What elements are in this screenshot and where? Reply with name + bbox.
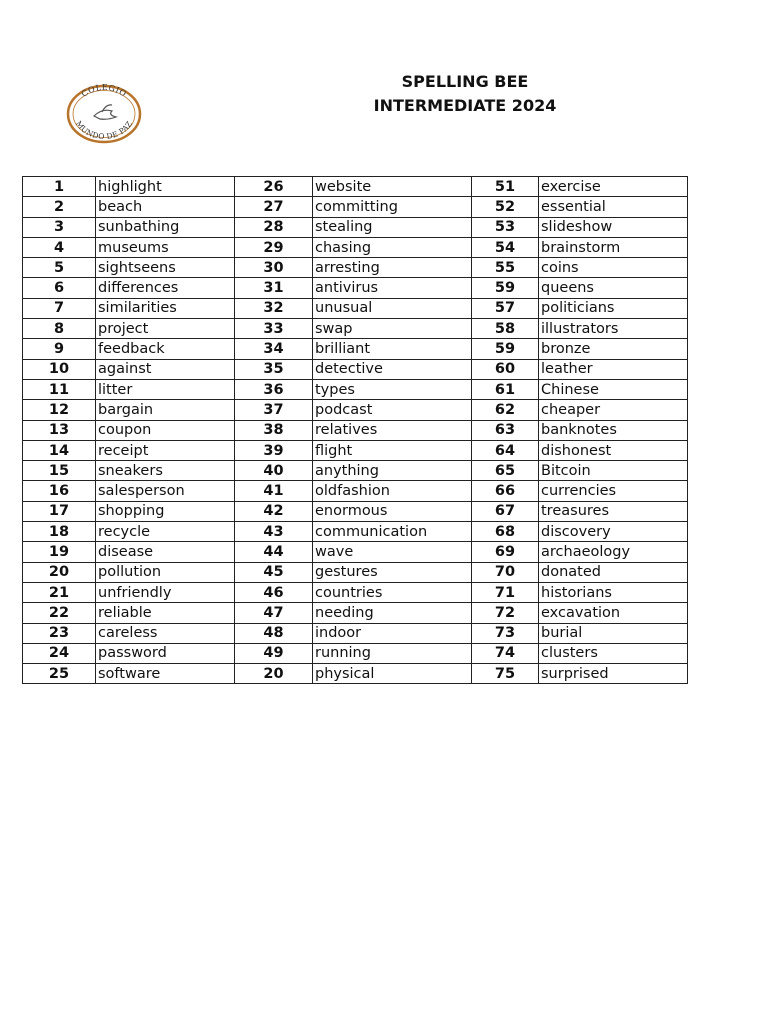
spelling-word: Bitcoin [539, 461, 688, 481]
spelling-word: sightseens [96, 258, 235, 278]
table-row [23, 339, 688, 359]
spelling-word: communication [313, 522, 472, 542]
spelling-word: salesperson [96, 481, 235, 501]
table-row [23, 664, 688, 684]
word-number: 28 [235, 217, 313, 237]
word-number: 54 [472, 237, 539, 257]
spelling-word: litter [96, 379, 235, 399]
spelling-word: unfriendly [96, 582, 235, 602]
table-row [23, 258, 688, 278]
spelling-word: needing [313, 603, 472, 623]
spelling-word: treasures [539, 501, 688, 521]
spelling-word: podcast [313, 400, 472, 420]
table-row [23, 217, 688, 237]
word-number: 53 [472, 217, 539, 237]
word-number: 20 [23, 562, 96, 582]
spelling-word: brainstorm [539, 237, 688, 257]
word-number: 24 [23, 643, 96, 663]
word-number: 67 [472, 501, 539, 521]
spelling-word: similarities [96, 298, 235, 318]
spelling-word: exercise [539, 177, 688, 197]
spelling-word: recycle [96, 522, 235, 542]
spelling-word: project [96, 319, 235, 339]
table-row [23, 542, 688, 562]
spelling-word: queens [539, 278, 688, 298]
spelling-word: politicians [539, 298, 688, 318]
table-row [23, 643, 688, 663]
word-list-table [22, 176, 688, 684]
word-number: 55 [472, 258, 539, 278]
word-number: 31 [235, 278, 313, 298]
spelling-word: disease [96, 542, 235, 562]
word-number: 59 [472, 339, 539, 359]
table-row [23, 522, 688, 542]
title-line-1: SPELLING BEE [401, 72, 529, 91]
word-number: 52 [472, 197, 539, 217]
spelling-word: software [96, 664, 235, 684]
word-number: 68 [472, 522, 539, 542]
word-number: 44 [235, 542, 313, 562]
word-number: 41 [235, 481, 313, 501]
word-number: 61 [472, 379, 539, 399]
spelling-word: relatives [313, 420, 472, 440]
spelling-word: banknotes [539, 420, 688, 440]
spelling-word: chasing [313, 237, 472, 257]
spelling-word: highlight [96, 177, 235, 197]
word-number: 10 [23, 359, 96, 379]
word-number: 7 [23, 298, 96, 318]
word-number: 36 [235, 379, 313, 399]
spelling-word: bargain [96, 400, 235, 420]
word-number: 65 [472, 461, 539, 481]
word-number: 72 [472, 603, 539, 623]
word-number: 39 [235, 440, 313, 460]
spelling-word: discovery [539, 522, 688, 542]
word-number: 64 [472, 440, 539, 460]
word-number: 12 [23, 400, 96, 420]
spelling-word: brilliant [313, 339, 472, 359]
spelling-word: committing [313, 197, 472, 217]
word-number: 32 [235, 298, 313, 318]
spelling-word: Chinese [539, 379, 688, 399]
spelling-word: swap [313, 319, 472, 339]
table-row [23, 420, 688, 440]
spelling-word: dishonest [539, 440, 688, 460]
word-number: 57 [472, 298, 539, 318]
table-row [23, 623, 688, 643]
word-number: 71 [472, 582, 539, 602]
table-row [23, 603, 688, 623]
school-logo [66, 84, 142, 144]
table-row [23, 298, 688, 318]
table-row [23, 278, 688, 298]
spelling-word: flight [313, 440, 472, 460]
spelling-word: pollution [96, 562, 235, 582]
word-number: 46 [235, 582, 313, 602]
spelling-word: against [96, 359, 235, 379]
spelling-word: stealing [313, 217, 472, 237]
word-number: 2 [23, 197, 96, 217]
table-row [23, 237, 688, 257]
spelling-word: arresting [313, 258, 472, 278]
spelling-word: historians [539, 582, 688, 602]
word-number: 19 [23, 542, 96, 562]
word-number: 1 [23, 177, 96, 197]
spelling-word: slideshow [539, 217, 688, 237]
table-row [23, 359, 688, 379]
word-number: 22 [23, 603, 96, 623]
table-row [23, 379, 688, 399]
spelling-word: oldfashion [313, 481, 472, 501]
page-title [330, 70, 600, 118]
spelling-word: receipt [96, 440, 235, 460]
word-number: 45 [235, 562, 313, 582]
word-number: 63 [472, 420, 539, 440]
word-number: 73 [472, 623, 539, 643]
word-number: 37 [235, 400, 313, 420]
word-number: 13 [23, 420, 96, 440]
word-number: 69 [472, 542, 539, 562]
word-number: 62 [472, 400, 539, 420]
spelling-word: anything [313, 461, 472, 481]
spelling-word: bronze [539, 339, 688, 359]
spelling-word: essential [539, 197, 688, 217]
spelling-word: enormous [313, 501, 472, 521]
word-number: 5 [23, 258, 96, 278]
word-number: 70 [472, 562, 539, 582]
spelling-word: website [313, 177, 472, 197]
word-number: 74 [472, 643, 539, 663]
table-row [23, 461, 688, 481]
word-number: 33 [235, 319, 313, 339]
spelling-word: detective [313, 359, 472, 379]
word-number: 29 [235, 237, 313, 257]
table-row [23, 177, 688, 197]
word-number: 66 [472, 481, 539, 501]
word-number: 35 [235, 359, 313, 379]
word-number: 58 [472, 319, 539, 339]
spelling-word: currencies [539, 481, 688, 501]
word-number: 59 [472, 278, 539, 298]
spelling-word: types [313, 379, 472, 399]
logo-text-bottom: MUNDO DE PAZ [73, 119, 134, 142]
word-number: 6 [23, 278, 96, 298]
spelling-word: antivirus [313, 278, 472, 298]
table-row [23, 319, 688, 339]
word-number: 34 [235, 339, 313, 359]
spelling-word: wave [313, 542, 472, 562]
spelling-word: shopping [96, 501, 235, 521]
word-number: 26 [235, 177, 313, 197]
word-number: 49 [235, 643, 313, 663]
spelling-word: illustrators [539, 319, 688, 339]
spelling-word: beach [96, 197, 235, 217]
spelling-word: gestures [313, 562, 472, 582]
word-number: 27 [235, 197, 313, 217]
title-line-2: INTERMEDIATE 2024 [373, 96, 557, 115]
word-number: 23 [23, 623, 96, 643]
spelling-word: careless [96, 623, 235, 643]
spelling-word: cheaper [539, 400, 688, 420]
word-number: 51 [472, 177, 539, 197]
spelling-word: unusual [313, 298, 472, 318]
word-number: 4 [23, 237, 96, 257]
word-number: 25 [23, 664, 96, 684]
word-number: 21 [23, 582, 96, 602]
spelling-word: archaeology [539, 542, 688, 562]
spelling-word: surprised [539, 664, 688, 684]
word-number: 60 [472, 359, 539, 379]
word-number: 42 [235, 501, 313, 521]
table-row [23, 197, 688, 217]
table-row [23, 582, 688, 602]
spelling-word: reliable [96, 603, 235, 623]
spelling-word: leather [539, 359, 688, 379]
table-row [23, 440, 688, 460]
spelling-word: physical [313, 664, 472, 684]
logo-text-top: COLEGIO [79, 84, 129, 99]
spelling-word: password [96, 643, 235, 663]
table-row [23, 501, 688, 521]
spelling-word: running [313, 643, 472, 663]
spelling-word: indoor [313, 623, 472, 643]
spelling-word: coupon [96, 420, 235, 440]
word-number: 3 [23, 217, 96, 237]
spelling-word: differences [96, 278, 235, 298]
spelling-word: sunbathing [96, 217, 235, 237]
spelling-word: museums [96, 237, 235, 257]
table-row [23, 481, 688, 501]
word-number: 43 [235, 522, 313, 542]
word-number: 11 [23, 379, 96, 399]
word-number: 48 [235, 623, 313, 643]
word-number: 14 [23, 440, 96, 460]
spelling-word: clusters [539, 643, 688, 663]
word-number: 16 [23, 481, 96, 501]
spelling-word: sneakers [96, 461, 235, 481]
spelling-word: donated [539, 562, 688, 582]
word-number: 30 [235, 258, 313, 278]
word-number: 47 [235, 603, 313, 623]
word-number: 9 [23, 339, 96, 359]
word-number: 8 [23, 319, 96, 339]
spelling-word: excavation [539, 603, 688, 623]
spelling-word: coins [539, 258, 688, 278]
word-number: 75 [472, 664, 539, 684]
word-number: 40 [235, 461, 313, 481]
spelling-word: feedback [96, 339, 235, 359]
word-number: 17 [23, 501, 96, 521]
table-row [23, 400, 688, 420]
spelling-word: countries [313, 582, 472, 602]
word-number: 15 [23, 461, 96, 481]
table-row [23, 562, 688, 582]
word-number: 38 [235, 420, 313, 440]
word-number: 20 [235, 664, 313, 684]
spelling-word: burial [539, 623, 688, 643]
word-number: 18 [23, 522, 96, 542]
